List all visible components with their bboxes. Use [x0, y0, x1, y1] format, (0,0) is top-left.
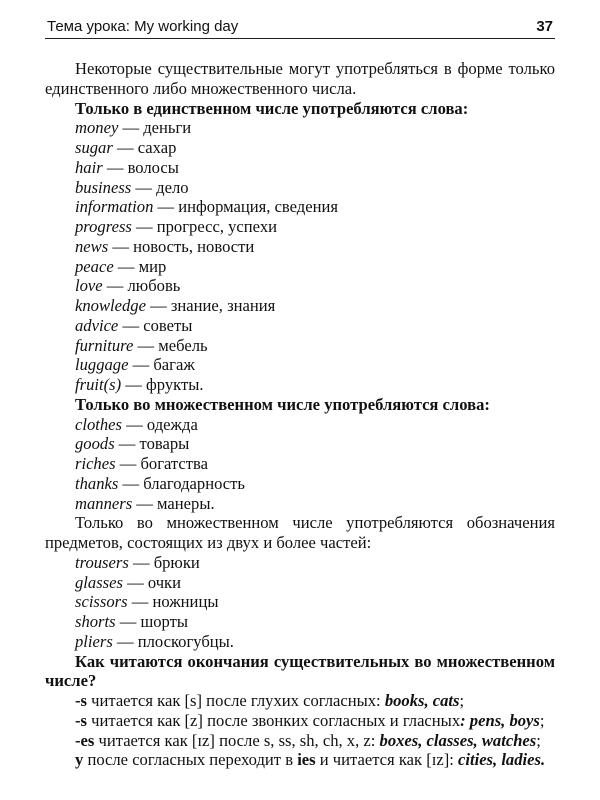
- vocab-item: [45, 178, 555, 198]
- ending: -es: [75, 730, 95, 750]
- rule-examples: boxes, classes, watches: [379, 730, 537, 750]
- rule-end: ;: [459, 691, 465, 710]
- page-number: 37: [536, 18, 553, 35]
- y-letter: y: [75, 750, 84, 770]
- russian-translation: — очки: [122, 572, 181, 592]
- vocab-item: [45, 237, 555, 257]
- russian-translation: — мебель: [133, 335, 208, 355]
- russian-translation: — шорты: [115, 612, 189, 631]
- english-word: love: [75, 276, 103, 296]
- russian-translation: — советы: [118, 315, 193, 335]
- vocab-item: [45, 355, 555, 375]
- plural-heading: Только во множественном числе употребляются слова:: [75, 394, 490, 414]
- english-word: scissors: [75, 592, 128, 612]
- russian-translation: — знание, знания: [145, 296, 276, 315]
- rule-end: ;: [536, 730, 541, 750]
- vocab-item: [45, 632, 555, 652]
- english-word: business: [75, 177, 132, 197]
- russian-translation: — волосы: [102, 157, 179, 177]
- running-header: [45, 14, 555, 39]
- vocab-item: [45, 553, 555, 573]
- rule-text: читается как [s] после глухих согласных:: [86, 691, 385, 710]
- english-word: furniture: [75, 335, 134, 355]
- vocab-item: [45, 592, 555, 612]
- rule-end: ;: [539, 710, 545, 730]
- y-rule-text-2: и читается как [ɪz]:: [315, 750, 458, 770]
- english-word: sugar: [75, 138, 113, 157]
- rule-text: читается как [ɪz] после s, ss, sh, ch, x, z:: [94, 730, 380, 750]
- singular-word-list: [45, 118, 555, 395]
- reading-rule: [45, 731, 555, 751]
- english-word: advice: [75, 315, 119, 335]
- russian-translation: — деньги: [118, 118, 192, 138]
- english-word: information: [75, 197, 154, 217]
- reading-rules: [45, 691, 555, 750]
- vocab-item: [45, 434, 555, 454]
- ending: -s: [75, 691, 87, 710]
- vocab-item: [45, 138, 555, 158]
- vocab-item: [45, 375, 555, 395]
- english-word: knowledge: [75, 296, 146, 315]
- russian-translation: — манеры.: [132, 493, 215, 513]
- russian-translation: — дело: [131, 177, 189, 197]
- intro-paragraph: Некоторые существительные могут употребляться в форме только единственного либо множественного числа.: [45, 59, 555, 98]
- russian-translation: — благодарность: [118, 473, 245, 493]
- english-word: trousers: [75, 552, 129, 572]
- vocab-item: [45, 276, 555, 296]
- russian-translation: — багаж: [128, 355, 195, 375]
- english-word: shorts: [75, 612, 116, 631]
- vocab-item: [45, 257, 555, 277]
- english-word: money: [75, 118, 119, 138]
- pairs-paragraph: Только во множественном числе употребляются обозначения предметов, состоящих из двух и более частей:: [45, 513, 555, 552]
- vocab-item: [45, 118, 555, 138]
- rule-examples: : pens, boys: [460, 710, 540, 730]
- english-word: hair: [75, 157, 103, 177]
- russian-translation: — любовь: [102, 276, 181, 296]
- vocab-item: [45, 158, 555, 178]
- russian-translation: — фрукты.: [121, 375, 204, 394]
- page-body: [45, 59, 555, 770]
- vocab-item: [45, 454, 555, 474]
- russian-translation: — мир: [113, 256, 167, 276]
- vocab-item: [45, 494, 555, 514]
- vocab-item: [45, 316, 555, 336]
- russian-translation: — информация, сведения: [153, 197, 339, 217]
- russian-translation: — прогресс, успехи: [131, 217, 277, 236]
- english-word: goods: [75, 434, 115, 454]
- rule-text: читается как [z] после звонких согласных и гласных: [86, 710, 461, 730]
- english-word: pliers: [75, 631, 113, 651]
- rule-examples: books, cats: [384, 691, 460, 710]
- russian-translation: — одежда: [122, 414, 198, 434]
- english-word: thanks: [75, 473, 119, 493]
- russian-translation: — плоскогубцы.: [112, 631, 234, 651]
- y-rule-examples: cities, ladies.: [458, 750, 546, 770]
- english-word: peace: [75, 256, 114, 276]
- reading-rule: [45, 711, 555, 731]
- english-word: riches: [75, 454, 116, 473]
- vocab-item: [45, 415, 555, 435]
- pairs-word-list: [45, 553, 555, 652]
- russian-translation: — новость, новости: [108, 236, 255, 256]
- english-word: luggage: [75, 355, 129, 375]
- english-word: fruit(s): [75, 375, 122, 394]
- vocab-item: [45, 612, 555, 632]
- vocab-item: [45, 217, 555, 237]
- russian-translation: — ножницы: [127, 592, 219, 612]
- vocab-item: [45, 197, 555, 217]
- english-word: glasses: [75, 572, 123, 592]
- vocab-item: [45, 573, 555, 593]
- ending: -s: [75, 710, 87, 730]
- y-rule-text: после согласных переходит в: [83, 750, 298, 770]
- english-word: clothes: [75, 414, 123, 434]
- vocab-item: [45, 336, 555, 356]
- english-word: manners: [75, 493, 133, 513]
- ies-ending: ies: [297, 750, 316, 770]
- reading-rule: [45, 691, 555, 711]
- reading-heading: Как читаются окончания существительных во множественном числе?: [45, 651, 555, 691]
- russian-translation: — сахар: [112, 138, 177, 157]
- russian-translation: — богатства: [115, 454, 208, 473]
- russian-translation: — товары: [114, 434, 190, 454]
- singular-heading: Только в единственном числе употребляются слова:: [75, 98, 469, 118]
- english-word: news: [75, 236, 109, 256]
- english-word: progress: [75, 217, 132, 236]
- y-rule: [45, 750, 555, 770]
- russian-translation: — брюки: [128, 552, 200, 572]
- plural-word-list: [45, 415, 555, 514]
- vocab-item: [45, 296, 555, 316]
- header-title: Тема урока: My working day: [47, 18, 239, 35]
- vocab-item: [45, 474, 555, 494]
